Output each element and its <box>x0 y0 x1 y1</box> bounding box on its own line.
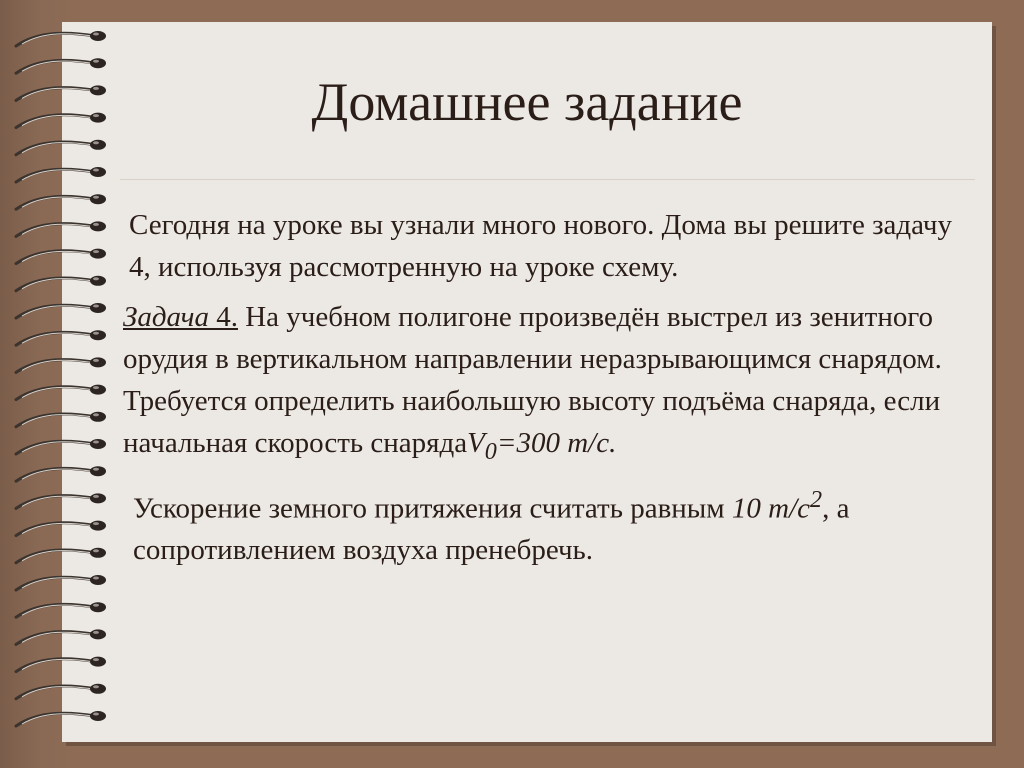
spiral-hole <box>90 548 106 558</box>
spiral-hole-highlight <box>93 33 99 36</box>
spiral-hole <box>90 575 106 585</box>
spiral-hole <box>90 140 106 150</box>
spiral-hole-highlight <box>93 223 99 226</box>
spiral-hole <box>90 167 106 177</box>
spiral-hole <box>90 521 106 531</box>
intro-paragraph: Сегодня на уроке вы узнали много нового. Дома вы решите задачу 4, используя рассмотренную на уроке схему. <box>129 209 952 283</box>
spiral-hole-highlight <box>93 604 99 607</box>
acceleration-text-after: , а сопротивлением воздуха пренебречь. <box>133 492 850 567</box>
spiral-hole-highlight <box>93 359 99 362</box>
spiral-hole <box>90 276 106 286</box>
spiral-hole <box>90 629 106 639</box>
spiral-hole <box>90 493 106 503</box>
spiral-hole-highlight <box>93 250 99 253</box>
spiral-hole-highlight <box>93 522 99 525</box>
spiral-hole-highlight <box>93 495 99 498</box>
spiral-hole-highlight <box>93 413 99 416</box>
spiral-hole-highlight <box>93 141 99 144</box>
spiral-hole-highlight <box>93 332 99 335</box>
spiral-hole <box>90 221 106 231</box>
velocity-subscript: 0 <box>484 437 497 465</box>
slide-content <box>123 204 959 571</box>
task-label-word: Задача <box>123 301 209 333</box>
spiral-hole-highlight <box>93 658 99 661</box>
spiral-hole-highlight <box>93 713 99 716</box>
spiral-hole <box>90 31 106 41</box>
spiral-hole-highlight <box>93 631 99 634</box>
spiral-hole-highlight <box>93 468 99 471</box>
spiral-hole-highlight <box>93 441 99 444</box>
spiral-hole <box>90 385 106 395</box>
spiral-hole-highlight <box>93 277 99 280</box>
spiral-hole-highlight <box>93 549 99 552</box>
spiral-hole <box>90 357 106 367</box>
spiral-hole <box>90 58 106 68</box>
spiral-hole <box>90 194 106 204</box>
spiral-hole <box>90 412 106 422</box>
spiral-hole <box>90 439 106 449</box>
spiral-hole-highlight <box>93 685 99 688</box>
spiral-hole-highlight <box>93 60 99 63</box>
spiral-hole <box>90 330 106 340</box>
velocity-value: =300 m/c. <box>496 427 617 459</box>
spiral-hole <box>90 602 106 612</box>
task-text: На учебном полигоне произведён выстрел из зенитного орудия в вертикальном направлении неразрывающимся снарядом. Требуется определить наибольшую высоту подъёма снаряда, если начальная скорость снаряда <box>123 301 942 459</box>
acceleration-exponent: 2 <box>810 485 823 513</box>
task-label-number: 4. <box>208 301 238 333</box>
spiral-hole <box>90 684 106 694</box>
spiral-hole-highlight <box>93 577 99 580</box>
acceleration-text: Ускорение земного притяжения считать равным <box>133 492 732 525</box>
spiral-hole-highlight <box>93 386 99 389</box>
acceleration-paragraph <box>133 479 959 572</box>
spiral-hole <box>90 303 106 313</box>
task-label <box>123 301 238 333</box>
title-divider <box>120 179 975 180</box>
spiral-hole <box>90 657 106 667</box>
spiral-hole <box>90 711 106 721</box>
task-paragraph <box>123 296 959 473</box>
spiral-hole <box>90 466 106 476</box>
page-title: Домашнее задание <box>311 72 743 132</box>
spiral-hole-highlight <box>93 196 99 199</box>
spiral-hole <box>90 249 106 259</box>
velocity-symbol: V <box>467 427 485 459</box>
acceleration-value: 10 m/c <box>731 492 811 525</box>
spiral-hole-highlight <box>93 305 99 308</box>
spiral-hole-highlight <box>93 169 99 172</box>
